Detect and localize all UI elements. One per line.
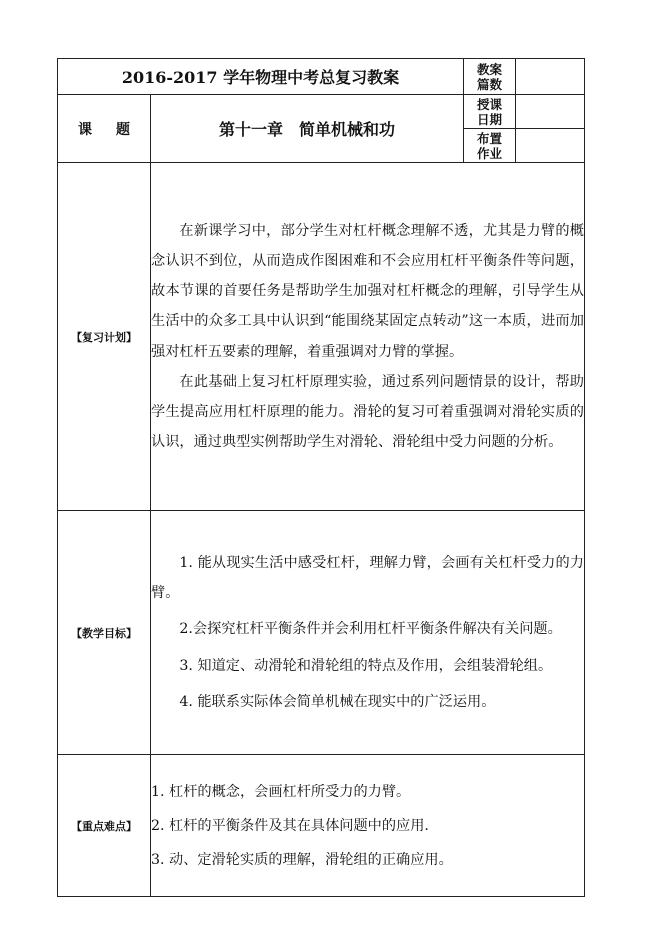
review-plan-label: 【复习计划】 — [58, 163, 151, 511]
teaching-goal-item: 4. 能联系实际体会简单机械在现实中的广泛运用。 — [179, 693, 496, 710]
date-row — [58, 95, 585, 129]
date-value — [516, 95, 585, 129]
review-plan-paragraph: 在此基础上复习杠杆原理实验，通过系列问题情景的设计，帮助学生提高应用杠杆原理的能力。滑轮的复习可着重强调对滑轮实质的认识，通过典型实例帮助学生对滑轮、滑轮组中受力问题的分析。 — [151, 373, 584, 451]
lesson-count-value — [516, 59, 585, 95]
key-point-item: 1. 杠杆的概念，会画杠杆所受力的力臂。 — [151, 783, 411, 800]
subject-label — [58, 95, 151, 163]
lesson-plan-table — [57, 58, 585, 897]
subject-label-char-2: 题 — [116, 121, 130, 138]
review-plan-row — [58, 163, 585, 511]
date-label-text: 授课日期 — [476, 96, 502, 127]
lesson-count-label-text: 教案篇数 — [476, 61, 502, 92]
lesson-count-label — [464, 59, 516, 95]
key-point-item: 3. 动、定滑轮实质的理解，滑轮组的正确应用。 — [151, 851, 453, 868]
key-point-item: 2. 杠杆的平衡条件及其在具体问题中的应用. — [151, 817, 429, 834]
document-title: 2016-2017 学年物理中考总复习教案 — [58, 59, 464, 95]
date-label — [464, 95, 516, 129]
review-plan-content — [151, 163, 585, 511]
key-points-row — [58, 755, 585, 897]
homework-value — [516, 129, 585, 163]
homework-label-text: 布置作业 — [476, 130, 502, 161]
teaching-goals-content — [151, 511, 585, 755]
subject-label-char-1: 课 — [78, 121, 92, 138]
teaching-goal-item: 1. 能从现实生活中感受杠杆，理解力臂，会画有关杠杆受力的力臂。 — [151, 554, 584, 602]
teaching-goals-row — [58, 511, 585, 755]
chapter-title: 第十一章 简单机械和功 — [151, 95, 464, 163]
teaching-goal-item: 2.会探究杠杆平衡条件并会利用杠杆平衡条件解决有关问题。 — [179, 621, 562, 638]
title-row — [58, 59, 585, 95]
review-plan-paragraph: 在新课学习中，部分学生对杠杆概念理解不透，尤其是力臂的概念认识不到位，从而造成作图困难和不会应用杠杆平衡条件等问题，故本节课的首要任务是帮助学生加强对杠杆概念的理解，引导学生从生活中的众多工具中认识到“能围绕某固定点转动”这一本质，进而加强对杠杆五要素的理解，着重强调对力臂的掌握。 — [151, 222, 584, 360]
teaching-goals-label: 【教学目标】 — [58, 511, 151, 755]
homework-label — [464, 129, 516, 163]
teaching-goal-item: 3. 知道定、动滑轮和滑轮组的特点及作用，会组装滑轮组。 — [179, 657, 553, 674]
key-points-label: 【重点难点】 — [58, 755, 151, 897]
key-points-content — [151, 755, 585, 897]
